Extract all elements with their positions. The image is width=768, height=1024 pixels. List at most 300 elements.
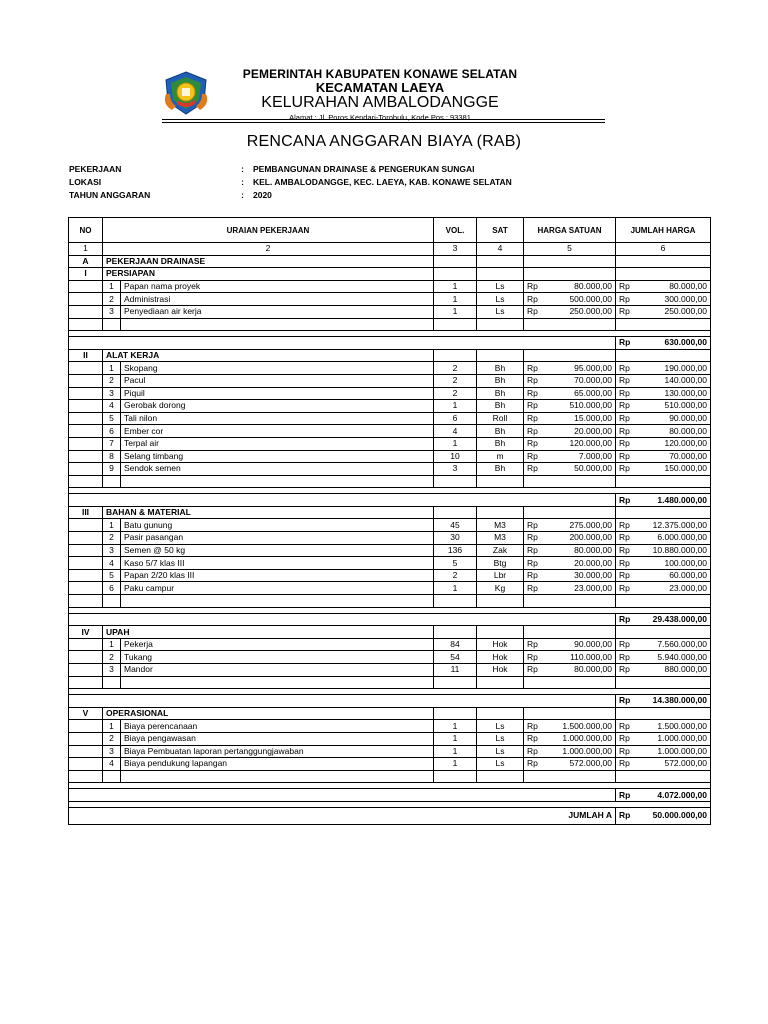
empty-cell — [69, 638, 103, 651]
group-code: IV — [69, 626, 103, 639]
item-unit: Ls — [477, 280, 524, 293]
empty-cell — [69, 695, 616, 708]
item-unit-price: 90.000,00 — [542, 638, 616, 651]
empty-cell — [524, 318, 542, 331]
empty-cell — [121, 318, 434, 331]
empty-cell — [542, 475, 616, 488]
item-volume: 1 — [434, 437, 477, 450]
item-unit: Ls — [477, 745, 524, 758]
price-currency: Rp — [524, 544, 542, 557]
item-volume: 1 — [434, 280, 477, 293]
subtotal-currency: Rp — [616, 789, 634, 802]
item-number: 5 — [103, 569, 121, 582]
item-unit-price: 30.000,00 — [542, 569, 616, 582]
empty-cell — [477, 595, 524, 608]
item-total: 572.000,00 — [634, 758, 711, 771]
empty-cell — [69, 595, 103, 608]
empty-cell — [477, 676, 524, 689]
letterhead-government: PEMERINTAH KABUPATEN KONAWE SELATAN — [242, 67, 518, 81]
item-unit: Bh — [477, 387, 524, 400]
subtotal-row — [69, 695, 711, 708]
price-currency: Rp — [524, 305, 542, 318]
header-vol: VOL. — [434, 218, 477, 243]
letterhead — [215, 68, 545, 123]
item-number: 1 — [103, 638, 121, 651]
item-volume: 84 — [434, 638, 477, 651]
empty-cell — [121, 676, 434, 689]
item-number: 3 — [103, 387, 121, 400]
total-currency: Rp — [616, 664, 634, 677]
group-name: BAHAN & MATERIAL — [103, 506, 434, 519]
item-total: 510.000,00 — [634, 400, 711, 413]
item-description: Biaya pendukung lapangan — [121, 758, 434, 771]
blank-row — [69, 595, 711, 608]
total-currency: Rp — [616, 463, 634, 476]
total-currency: Rp — [616, 519, 634, 532]
item-volume: 2 — [434, 362, 477, 375]
section-name: PEKERJAAN DRAINASE — [103, 255, 434, 268]
table-row — [69, 544, 711, 557]
item-total: 120.000,00 — [634, 437, 711, 450]
item-description: Batu gunung — [121, 519, 434, 532]
price-currency: Rp — [524, 280, 542, 293]
item-number: 9 — [103, 463, 121, 476]
group-subtotal: 630.000,00 — [634, 337, 711, 350]
empty-cell — [477, 349, 524, 362]
group-name: PERSIAPAN — [103, 268, 434, 281]
subtotal-currency: Rp — [616, 613, 634, 626]
subtotal-row — [69, 613, 711, 626]
price-currency: Rp — [524, 664, 542, 677]
item-unit-price: 1.000.000,00 — [542, 745, 616, 758]
item-total: 6.000.000,00 — [634, 532, 711, 545]
item-total: 1.500.000,00 — [634, 720, 711, 733]
empty-cell — [69, 651, 103, 664]
empty-cell — [634, 595, 711, 608]
info-colon: : — [241, 177, 244, 187]
empty-cell — [69, 789, 616, 802]
price-currency: Rp — [524, 293, 542, 306]
item-volume: 136 — [434, 544, 477, 557]
info-colon: : — [241, 190, 244, 200]
total-currency: Rp — [616, 732, 634, 745]
group-header-row — [69, 349, 711, 362]
blank-row — [69, 676, 711, 689]
empty-cell — [69, 412, 103, 425]
item-volume: 54 — [434, 651, 477, 664]
empty-cell — [542, 770, 616, 783]
item-number: 2 — [103, 651, 121, 664]
item-number: 1 — [103, 720, 121, 733]
item-number: 6 — [103, 582, 121, 595]
group-subtotal: 29.438.000,00 — [634, 613, 711, 626]
subtotal-row — [69, 789, 711, 802]
item-description: Tali nilon — [121, 412, 434, 425]
empty-cell — [477, 268, 524, 281]
item-volume: 1 — [434, 732, 477, 745]
empty-cell — [69, 494, 616, 507]
empty-cell — [616, 349, 711, 362]
item-unit-price: 65.000,00 — [542, 387, 616, 400]
empty-cell — [434, 595, 477, 608]
item-volume: 1 — [434, 582, 477, 595]
price-currency: Rp — [524, 374, 542, 387]
item-total: 70.000,00 — [634, 450, 711, 463]
item-description: Kaso 5/7 klas III — [121, 557, 434, 570]
item-total: 880.000,00 — [634, 664, 711, 677]
item-unit-price: 120.000,00 — [542, 437, 616, 450]
table-row — [69, 732, 711, 745]
empty-cell — [69, 425, 103, 438]
group-header-row — [69, 707, 711, 720]
empty-cell — [69, 318, 103, 331]
total-currency: Rp — [616, 745, 634, 758]
item-unit-price: 275.000,00 — [542, 519, 616, 532]
empty-cell — [434, 349, 477, 362]
item-volume: 5 — [434, 557, 477, 570]
item-unit-price: 80.000,00 — [542, 544, 616, 557]
blank-row — [69, 770, 711, 783]
item-unit-price: 250.000,00 — [542, 305, 616, 318]
item-number: 5 — [103, 412, 121, 425]
empty-cell — [434, 268, 477, 281]
item-description: Administrasi — [121, 293, 434, 306]
total-currency: Rp — [616, 412, 634, 425]
column-number: 3 — [434, 243, 477, 256]
group-subtotal: 14.380.000,00 — [634, 695, 711, 708]
item-number: 3 — [103, 745, 121, 758]
table-row — [69, 519, 711, 532]
total-currency: Rp — [616, 582, 634, 595]
item-unit-price: 20.000,00 — [542, 557, 616, 570]
item-unit-price: 1.500.000,00 — [542, 720, 616, 733]
empty-cell — [524, 626, 616, 639]
item-total: 130.000,00 — [634, 387, 711, 400]
empty-cell — [616, 626, 711, 639]
empty-cell — [69, 745, 103, 758]
empty-cell — [616, 595, 634, 608]
total-currency: Rp — [616, 293, 634, 306]
empty-cell — [69, 613, 616, 626]
grand-total-currency: Rp — [616, 807, 634, 824]
item-total: 100.000,00 — [634, 557, 711, 570]
item-unit: m — [477, 450, 524, 463]
item-volume: 2 — [434, 387, 477, 400]
empty-cell — [69, 569, 103, 582]
info-colon: : — [241, 164, 244, 174]
empty-cell — [69, 582, 103, 595]
empty-cell — [616, 506, 711, 519]
item-unit-price: 110.000,00 — [542, 651, 616, 664]
item-volume: 1 — [434, 745, 477, 758]
item-volume: 4 — [434, 425, 477, 438]
empty-cell — [434, 318, 477, 331]
table-row — [69, 280, 711, 293]
empty-cell — [103, 595, 121, 608]
item-description: Skopang — [121, 362, 434, 375]
table-row — [69, 557, 711, 570]
item-unit: Bh — [477, 362, 524, 375]
item-unit-price: 80.000,00 — [542, 664, 616, 677]
letterhead-address: Alamat : Jl. Poros Kendari-Torobulu, Kode Pos : 93381 — [289, 113, 471, 122]
table-row — [69, 412, 711, 425]
item-number: 3 — [103, 305, 121, 318]
item-unit-price: 70.000,00 — [542, 374, 616, 387]
price-currency: Rp — [524, 437, 542, 450]
item-unit: M3 — [477, 532, 524, 545]
info-label: LOKASI — [69, 177, 102, 187]
item-number: 3 — [103, 664, 121, 677]
item-description: Penyediaan air kerja — [121, 305, 434, 318]
total-currency: Rp — [616, 437, 634, 450]
item-unit: Hok — [477, 664, 524, 677]
total-currency: Rp — [616, 569, 634, 582]
empty-cell — [69, 732, 103, 745]
table-row — [69, 387, 711, 400]
price-currency: Rp — [524, 557, 542, 570]
total-currency: Rp — [616, 544, 634, 557]
table-row — [69, 293, 711, 306]
info-row-pekerjaan — [69, 163, 512, 176]
group-code: V — [69, 707, 103, 720]
item-description: Mandor — [121, 664, 434, 677]
item-number: 8 — [103, 450, 121, 463]
grand-total-row — [69, 807, 711, 824]
empty-cell — [524, 506, 616, 519]
item-unit-price: 510.000,00 — [542, 400, 616, 413]
item-number: 7 — [103, 437, 121, 450]
item-volume: 30 — [434, 532, 477, 545]
total-currency: Rp — [616, 532, 634, 545]
total-currency: Rp — [616, 638, 634, 651]
item-description: Biaya perencanaan — [121, 720, 434, 733]
blank-row — [69, 318, 711, 331]
table-row — [69, 463, 711, 476]
item-description: Semen @ 50 kg — [121, 544, 434, 557]
total-currency: Rp — [616, 362, 634, 375]
empty-cell — [634, 318, 711, 331]
item-unit-price: 50.000,00 — [542, 463, 616, 476]
table-header-row — [69, 218, 711, 243]
item-description: Pacul — [121, 374, 434, 387]
table-row — [69, 437, 711, 450]
empty-cell — [69, 557, 103, 570]
empty-cell — [616, 318, 634, 331]
item-total: 10.880.000,00 — [634, 544, 711, 557]
item-unit-price: 572.000,00 — [542, 758, 616, 771]
item-total: 60.000,00 — [634, 569, 711, 582]
subtotal-currency: Rp — [616, 337, 634, 350]
price-currency: Rp — [524, 400, 542, 413]
empty-cell — [634, 770, 711, 783]
item-unit: Lbr — [477, 569, 524, 582]
price-currency: Rp — [524, 758, 542, 771]
item-description: Pekerja — [121, 638, 434, 651]
table-row — [69, 374, 711, 387]
group-name: OPERASIONAL — [103, 707, 434, 720]
price-currency: Rp — [524, 450, 542, 463]
item-volume: 6 — [434, 412, 477, 425]
group-subtotal: 4.072.000,00 — [634, 789, 711, 802]
item-volume: 1 — [434, 758, 477, 771]
grand-total-label: JUMLAH A — [69, 807, 616, 824]
column-number: 4 — [477, 243, 524, 256]
price-currency: Rp — [524, 387, 542, 400]
item-volume: 45 — [434, 519, 477, 532]
price-currency: Rp — [524, 532, 542, 545]
item-unit-price: 1.000.000,00 — [542, 732, 616, 745]
item-total: 300.000,00 — [634, 293, 711, 306]
column-number-row — [69, 243, 711, 256]
price-currency: Rp — [524, 582, 542, 595]
item-unit-price: 500.000,00 — [542, 293, 616, 306]
item-description: Papan nama proyek — [121, 280, 434, 293]
header-uraian: URAIAN PEKERJAAN — [103, 218, 434, 243]
item-volume: 11 — [434, 664, 477, 677]
item-description: Biaya pengawasan — [121, 732, 434, 745]
item-unit: Ls — [477, 720, 524, 733]
empty-cell — [121, 770, 434, 783]
item-unit: Bh — [477, 437, 524, 450]
subtotal-currency: Rp — [616, 695, 634, 708]
item-description: Tukang — [121, 651, 434, 664]
rab-table — [68, 217, 711, 825]
item-unit-price: 80.000,00 — [542, 280, 616, 293]
item-description: Piquil — [121, 387, 434, 400]
empty-cell — [69, 400, 103, 413]
empty-cell — [69, 532, 103, 545]
info-row-lokasi — [69, 176, 512, 189]
empty-cell — [103, 475, 121, 488]
item-unit: Ls — [477, 293, 524, 306]
item-description: Papan 2/20 klas III — [121, 569, 434, 582]
item-total: 80.000,00 — [634, 425, 711, 438]
empty-cell — [69, 450, 103, 463]
item-volume: 2 — [434, 569, 477, 582]
group-code: I — [69, 268, 103, 281]
total-currency: Rp — [616, 720, 634, 733]
table-row — [69, 569, 711, 582]
item-unit: Bh — [477, 425, 524, 438]
project-info — [69, 163, 512, 202]
column-number: 1 — [69, 243, 103, 256]
empty-cell — [616, 707, 711, 720]
empty-cell — [524, 475, 542, 488]
item-total: 80.000,00 — [634, 280, 711, 293]
price-currency: Rp — [524, 425, 542, 438]
item-unit: Zak — [477, 544, 524, 557]
item-unit: Hok — [477, 638, 524, 651]
group-header-row — [69, 506, 711, 519]
empty-cell — [524, 676, 542, 689]
empty-cell — [69, 544, 103, 557]
price-currency: Rp — [524, 651, 542, 664]
empty-cell — [434, 676, 477, 689]
total-currency: Rp — [616, 758, 634, 771]
subtotal-currency: Rp — [616, 494, 634, 507]
empty-cell — [524, 770, 542, 783]
item-total: 150.000,00 — [634, 463, 711, 476]
total-currency: Rp — [616, 305, 634, 318]
empty-cell — [477, 318, 524, 331]
table-row — [69, 651, 711, 664]
item-number: 2 — [103, 293, 121, 306]
price-currency: Rp — [524, 362, 542, 375]
price-currency: Rp — [524, 412, 542, 425]
empty-cell — [477, 475, 524, 488]
letterhead-district: KECAMATAN LAEYA — [315, 80, 445, 95]
info-value: PEMBANGUNAN DRAINASE & PENGERUKAN SUNGAI — [253, 164, 475, 174]
empty-cell — [69, 387, 103, 400]
empty-cell — [434, 707, 477, 720]
item-unit: Kg — [477, 582, 524, 595]
empty-cell — [69, 664, 103, 677]
info-row-tahun — [69, 189, 512, 202]
header-harga-satuan: HARGA SATUAN — [524, 218, 616, 243]
empty-cell — [69, 437, 103, 450]
group-header-row — [69, 626, 711, 639]
empty-cell — [69, 720, 103, 733]
table-row — [69, 745, 711, 758]
item-number: 3 — [103, 544, 121, 557]
empty-cell — [542, 318, 616, 331]
item-total: 1.000.000,00 — [634, 745, 711, 758]
item-unit: Bh — [477, 400, 524, 413]
item-unit-price: 7.000,00 — [542, 450, 616, 463]
kabupaten-emblem-logo — [162, 70, 210, 116]
empty-cell — [434, 770, 477, 783]
item-unit: Roll — [477, 412, 524, 425]
empty-cell — [69, 770, 103, 783]
item-unit: Ls — [477, 305, 524, 318]
empty-cell — [434, 475, 477, 488]
item-number: 1 — [103, 519, 121, 532]
empty-cell — [477, 707, 524, 720]
total-currency: Rp — [616, 387, 634, 400]
table-row — [69, 532, 711, 545]
empty-cell — [542, 595, 616, 608]
item-volume: 1 — [434, 293, 477, 306]
item-unit: Bh — [477, 374, 524, 387]
price-currency: Rp — [524, 732, 542, 745]
item-number: 2 — [103, 532, 121, 545]
blank-row — [69, 475, 711, 488]
group-name: UPAH — [103, 626, 434, 639]
header-no: NO — [69, 218, 103, 243]
item-description: Selang timbang — [121, 450, 434, 463]
price-currency: Rp — [524, 569, 542, 582]
empty-cell — [69, 758, 103, 771]
empty-cell — [121, 475, 434, 488]
item-number: 2 — [103, 374, 121, 387]
empty-cell — [434, 626, 477, 639]
item-total: 12.375.000,00 — [634, 519, 711, 532]
empty-cell — [69, 337, 616, 350]
price-currency: Rp — [524, 745, 542, 758]
group-code: II — [69, 349, 103, 362]
item-total: 23.000,00 — [634, 582, 711, 595]
document-title: RENCANA ANGGARAN BIAYA (RAB) — [246, 133, 522, 150]
empty-cell — [69, 676, 103, 689]
empty-cell — [69, 362, 103, 375]
letterhead-village: KELURAHAN AMBALODANGGE — [261, 94, 499, 111]
section-row — [69, 255, 711, 268]
table-row — [69, 582, 711, 595]
item-unit-price: 200.000,00 — [542, 532, 616, 545]
subtotal-row — [69, 494, 711, 507]
empty-cell — [616, 475, 634, 488]
empty-cell — [634, 676, 711, 689]
